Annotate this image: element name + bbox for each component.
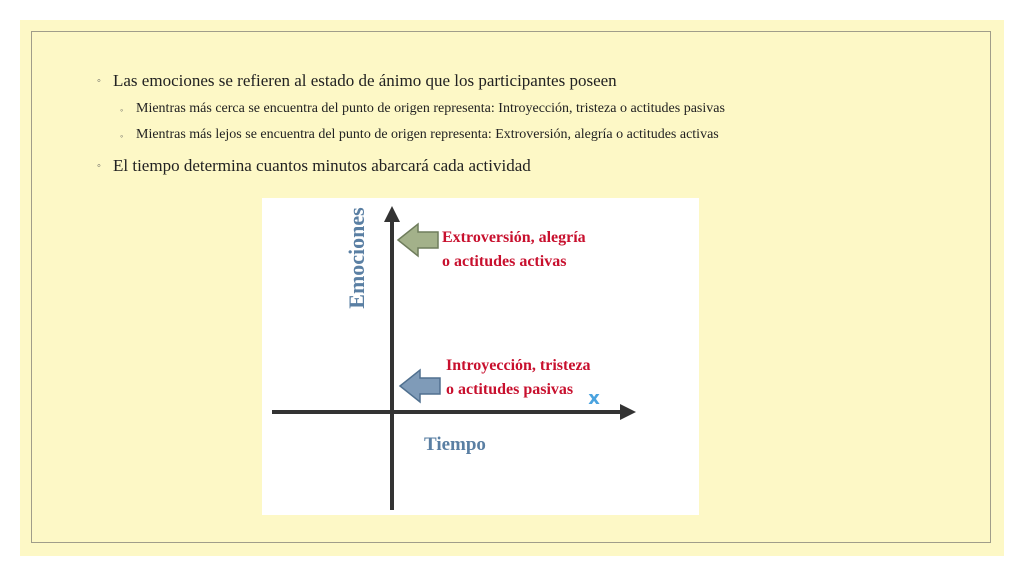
note-line: o actitudes pasivas [446,381,574,398]
note-line: o actitudes activas [442,253,567,270]
y-axis-label: Emociones [344,207,369,309]
x-marker-icon: x [588,388,600,409]
bullet-list [0,0,1024,200]
top-arrow-icon [398,224,438,256]
y-axis-arrowhead [384,206,400,222]
sub-bullet-lejos [120,127,719,143]
bullet-marker: ◦ [97,75,101,87]
bullet-text: Mientras más lejos se encuentra del punto de origen representa: Extroversión, alegría o actitudes activas [136,127,719,142]
bullet-tiempo [97,156,531,176]
bullet-text: Las emociones se refieren al estado de ánimo que los participantes poseen [113,71,617,90]
bullet-marker: ◦ [120,105,124,115]
x-axis-arrowhead [620,404,636,420]
bullet-marker: ◦ [120,131,124,141]
note-line: Introyección, tristeza [446,357,591,374]
bullet-text: El tiempo determina cuantos minutos abarcará cada actividad [113,156,531,175]
note-line: Extroversión, alegría [442,229,586,246]
bottom-arrow-icon [400,370,440,402]
sub-bullet-cerca [120,101,725,117]
bullet-marker: ◦ [97,160,101,172]
axes-diagram [262,198,699,515]
bullet-emociones [97,71,617,91]
note-introyeccion [446,354,591,402]
x-axis-label: Tiempo [424,434,486,455]
bullet-text: Mientras más cerca se encuentra del punto de origen representa: Introyección, tristeza o actitudes pasivas [136,101,725,116]
note-extroversion [442,226,586,274]
